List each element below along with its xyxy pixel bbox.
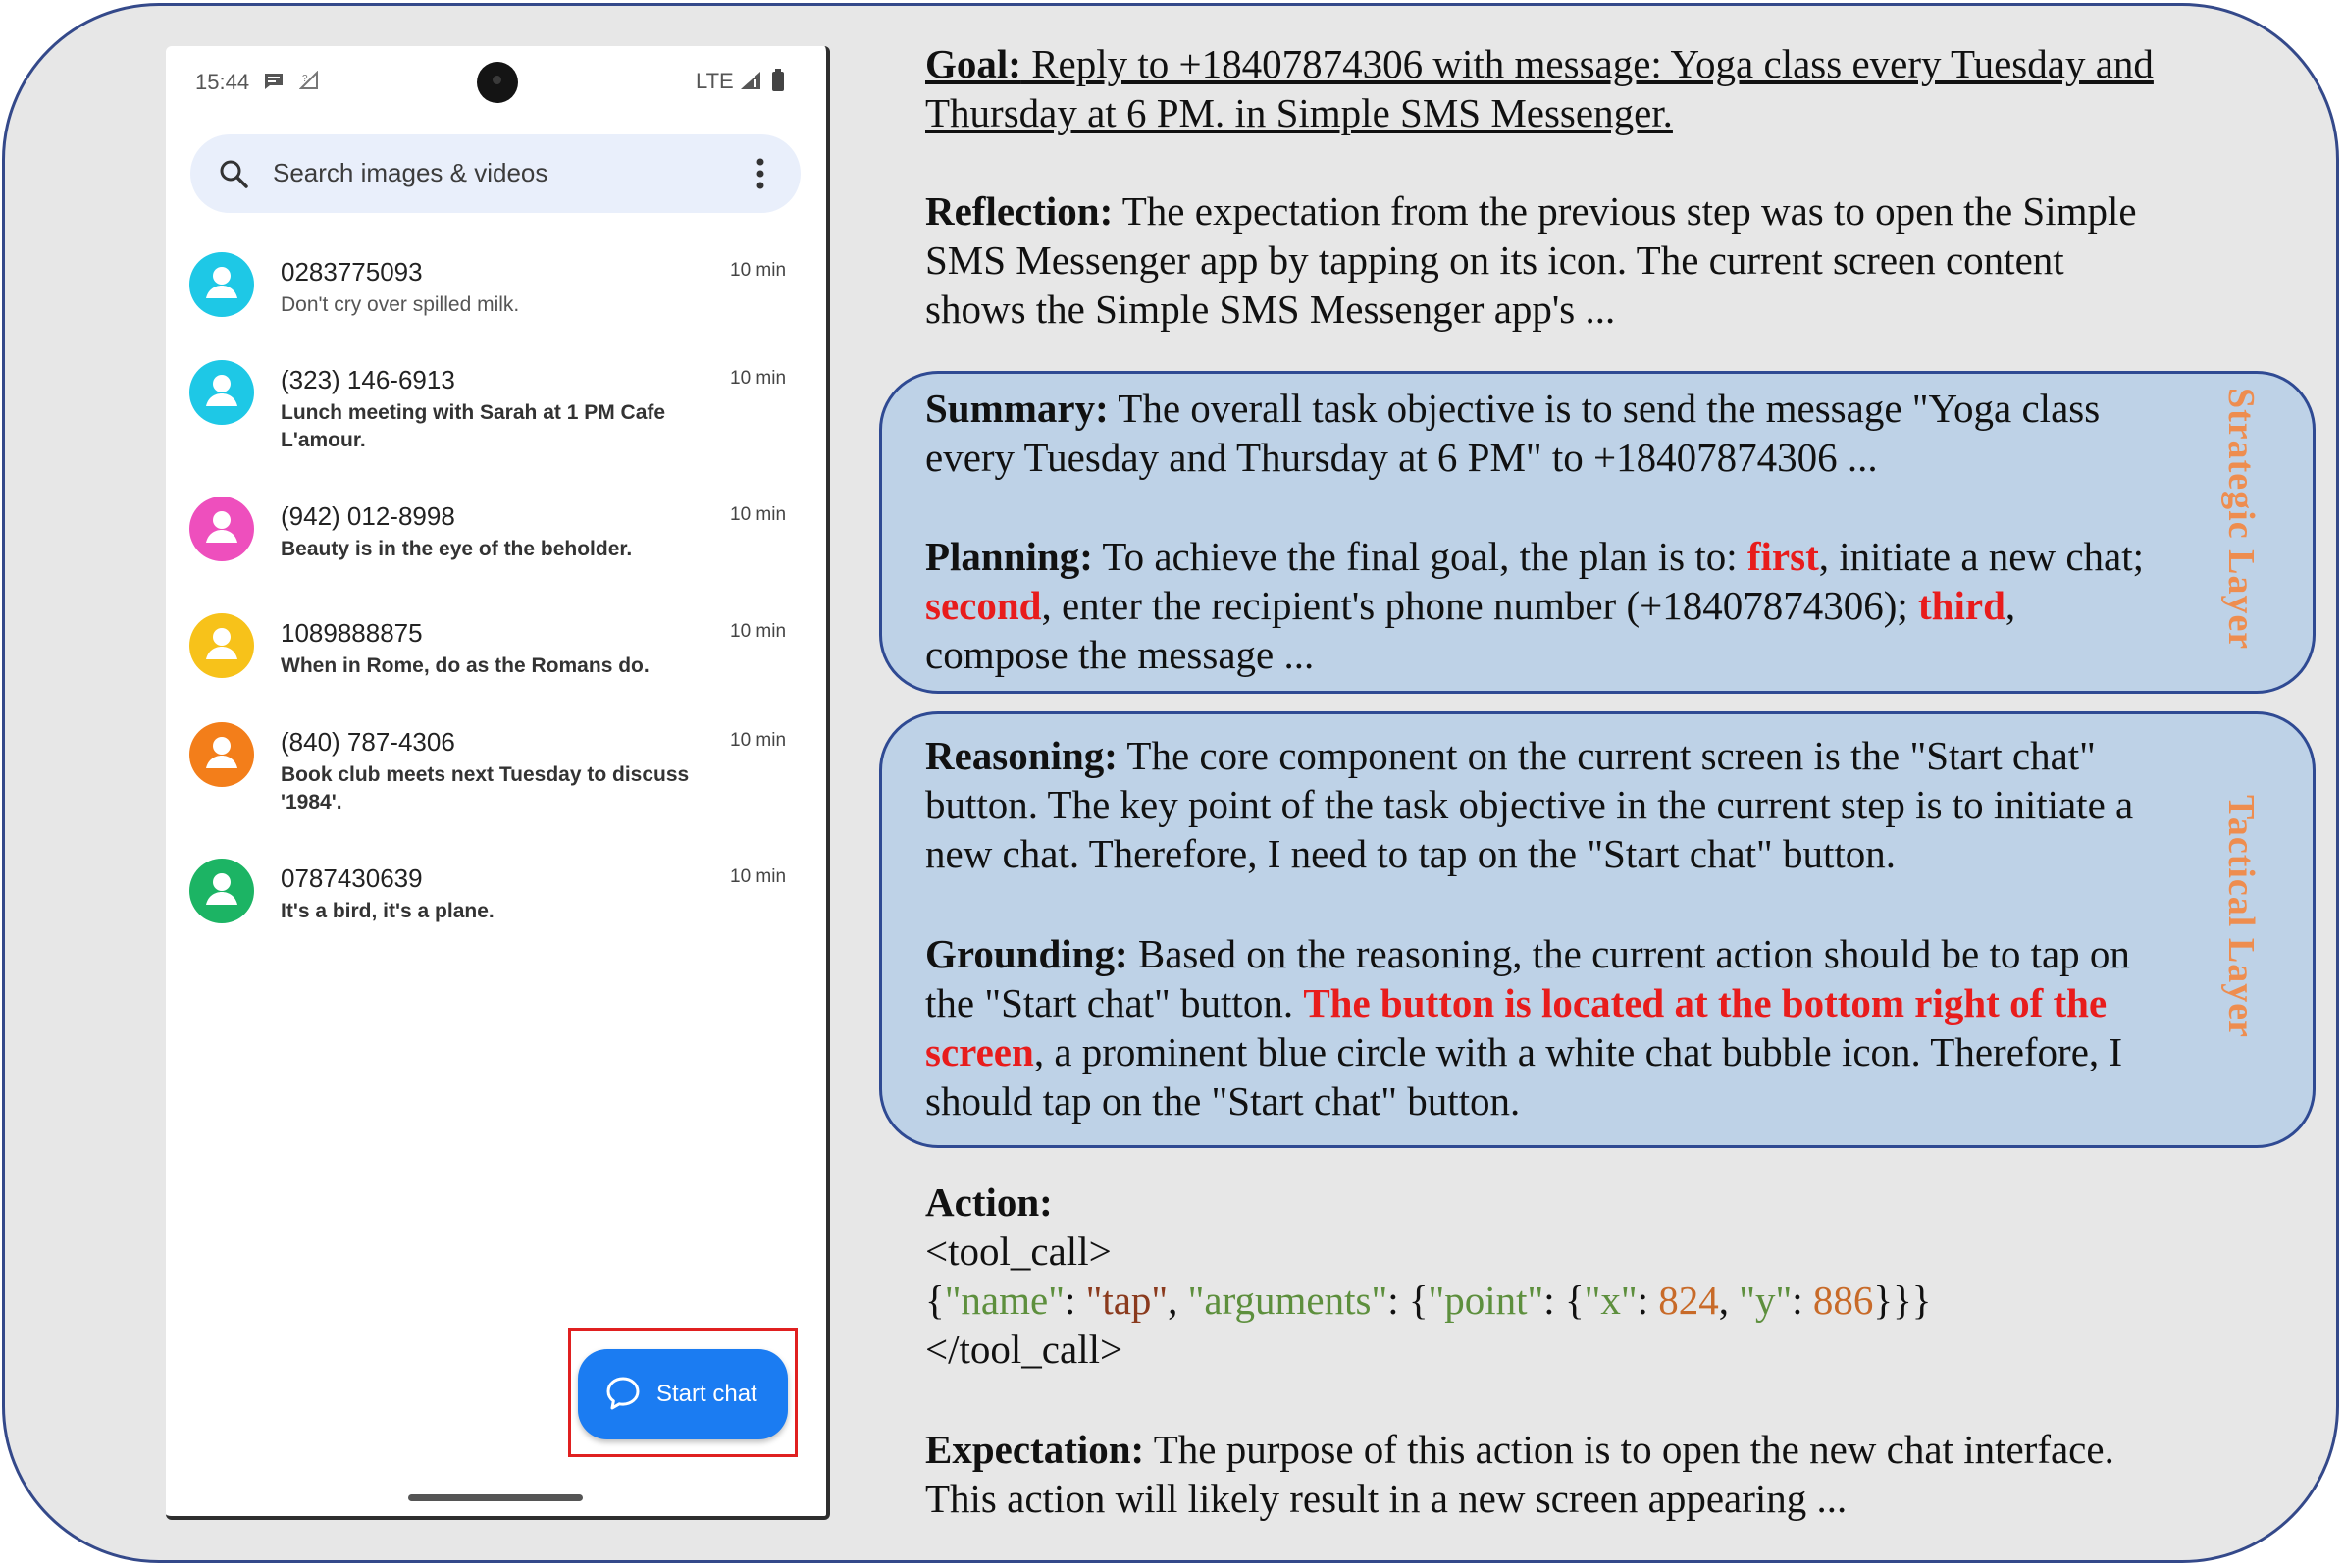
- search-input[interactable]: Search images & videos: [273, 158, 548, 187]
- json-punct: : {: [1543, 1278, 1585, 1323]
- phone-screen: [166, 46, 830, 1520]
- reasoning-line-1: The core component on the current screen is the "Start chat": [1117, 733, 2096, 778]
- status-time: 15:44: [195, 70, 250, 94]
- summary-label: Summary:: [925, 386, 1109, 431]
- strategic-layer-label: Strategic Layer: [2220, 388, 2262, 651]
- conversation-title: 0283775093: [281, 257, 423, 287]
- conversation-snippet: Lunch meeting with Sarah at 1 PM Cafe L'amour.: [281, 401, 666, 451]
- reflection-line-1: The expectation from the previous step was to open the Simple: [1113, 188, 2137, 234]
- tool-call-open: <tool_call>: [925, 1228, 1112, 1274]
- battery-icon: [771, 69, 785, 97]
- planning-line-2a: , enter the recipient's phone number (+18407874306);: [1041, 583, 1919, 628]
- expectation-line-1: The purpose of this action is to open the new chat interface.: [1144, 1427, 2114, 1472]
- json-punct: }}}: [1873, 1278, 1932, 1323]
- tool-call-json: [925, 1276, 1931, 1325]
- planning-text: [925, 532, 2144, 679]
- summary-line-1: The overall task objective is to send the message "Yoga class: [1108, 386, 2101, 431]
- json-value-x: 824: [1658, 1278, 1719, 1323]
- planning-line-1b: , initiate a new chat;: [1818, 534, 2145, 579]
- conversation-time: 10 min: [730, 866, 787, 887]
- action-label: Action:: [925, 1179, 1053, 1225]
- grounding-label: Grounding:: [925, 931, 1128, 976]
- goal-line-1: Reply to +18407874306 with message: Yoga class every Tuesday and: [1020, 41, 2154, 86]
- start-chat-button[interactable]: [578, 1349, 788, 1439]
- conversation-title: (323) 146-6913: [281, 365, 455, 394]
- json-key-name: "name": [944, 1278, 1065, 1323]
- reflection-line-2: SMS Messenger app by tapping on its icon. The current screen content: [925, 237, 2064, 283]
- contact-avatar-icon: [189, 613, 254, 678]
- contact-avatar-icon: [189, 360, 254, 425]
- json-punct: :: [1064, 1278, 1086, 1323]
- conversation-snippet: Beauty is in the eye of the beholder.: [281, 538, 633, 560]
- network-type: LTE: [696, 69, 734, 93]
- grounding-line-1: Based on the reasoning, the current action should be to tap on: [1127, 931, 2130, 976]
- home-indicator[interactable]: [408, 1494, 583, 1501]
- signal-off-icon: [299, 71, 319, 95]
- start-chat-label: Start chat: [656, 1381, 757, 1407]
- reflection-label: Reflection:: [925, 188, 1114, 234]
- conversation-time: 10 min: [730, 504, 787, 525]
- conversation-snippet: When in Rome, do as the Romans do.: [281, 654, 650, 677]
- summary-text: [925, 384, 2100, 482]
- conversation-title: (840) 787-4306: [281, 727, 455, 757]
- json-key-x: "x": [1584, 1278, 1638, 1323]
- json-punct: :: [1637, 1278, 1659, 1323]
- contact-avatar-icon: [189, 722, 254, 787]
- search-icon[interactable]: [218, 158, 249, 194]
- chat-bubble-icon: [604, 1375, 642, 1417]
- grounding-text: [925, 929, 2130, 1125]
- json-punct: {: [925, 1278, 945, 1323]
- conversation-title: 1089888875: [281, 618, 423, 648]
- planning-second: second: [925, 583, 1042, 628]
- tool-call-close: </tool_call>: [925, 1327, 1123, 1372]
- action-label-line: [925, 1177, 1053, 1227]
- json-value-tap: "tap": [1085, 1278, 1169, 1323]
- svg-text:?: ?: [302, 74, 308, 84]
- conversation-time: 10 min: [730, 260, 787, 281]
- goal-line-2: Thursday at 6 PM. in Simple SMS Messenger.: [925, 90, 1673, 135]
- reasoning-text: [925, 731, 2133, 878]
- conversation-time: 10 min: [730, 368, 787, 389]
- expectation-text: [925, 1425, 2114, 1523]
- reflection-text: [925, 186, 2137, 334]
- conversation-title: 0787430639: [281, 863, 423, 893]
- json-punct: ,: [1718, 1278, 1740, 1323]
- json-value-y: 886: [1812, 1278, 1874, 1323]
- json-punct: ,: [1168, 1278, 1188, 1323]
- grounding-line-4: should tap on the "Start chat" button.: [925, 1078, 1521, 1124]
- planning-line-1a: To achieve the final goal, the plan is to:: [1092, 534, 1747, 579]
- grounding-emphasis-1: The button is located at the bottom right of the: [1303, 980, 2108, 1025]
- reflection-line-3: shows the Simple SMS Messenger app's ...: [925, 287, 1616, 332]
- contact-avatar-icon: [189, 497, 254, 561]
- contact-avatar-icon: [189, 859, 254, 923]
- message-notification-icon: [263, 73, 285, 95]
- planning-third: third: [1918, 583, 2005, 628]
- json-key-arguments: "arguments": [1187, 1278, 1388, 1323]
- more-options-icon[interactable]: [754, 156, 767, 196]
- planning-label: Planning:: [925, 534, 1093, 579]
- json-punct: : {: [1387, 1278, 1429, 1323]
- planning-first: first: [1746, 534, 1819, 579]
- signal-icon: [739, 71, 762, 95]
- json-key-y: "y": [1739, 1278, 1793, 1323]
- planning-line-3: compose the message ...: [925, 632, 1315, 677]
- planning-line-2b: ,: [2005, 583, 2016, 628]
- reasoning-line-2: button. The key point of the task objective in the current step is to initiate a: [925, 782, 2134, 827]
- json-key-point: "point": [1428, 1278, 1544, 1323]
- grounding-line-3b: , a prominent blue circle with a white chat bubble icon. Therefore, I: [1033, 1029, 2123, 1074]
- tactical-layer-label: Tactical Layer: [2220, 795, 2262, 1038]
- conversation-time: 10 min: [730, 621, 787, 642]
- contact-avatar-icon: [189, 252, 254, 317]
- goal-label: Goal:: [925, 41, 1021, 86]
- conversation-time: 10 min: [730, 730, 787, 751]
- reasoning-label: Reasoning:: [925, 733, 1118, 778]
- conversation-snippet: Don't cry over spilled milk.: [281, 293, 520, 316]
- grounding-emphasis-2: screen: [925, 1029, 1034, 1074]
- conversation-snippet: It's a bird, it's a plane.: [281, 900, 495, 922]
- goal-text: [925, 39, 2154, 137]
- conversation-title: (942) 012-8998: [281, 501, 455, 531]
- expectation-line-2: This action will likely result in a new screen appearing ...: [925, 1476, 1848, 1521]
- front-camera: [477, 62, 518, 103]
- search-bar[interactable]: [190, 134, 801, 213]
- reasoning-line-3: new chat. Therefore, I need to tap on the "Start chat" button.: [925, 831, 1897, 876]
- conversation-snippet: Book club meets next Tuesday to discuss '1984'.: [281, 763, 690, 813]
- json-punct: :: [1792, 1278, 1813, 1323]
- summary-line-2: every Tuesday and Thursday at 6 PM" to +18407874306 ...: [925, 435, 1878, 480]
- grounding-line-2a: the "Start chat" button.: [925, 980, 1304, 1025]
- expectation-label: Expectation:: [925, 1427, 1145, 1472]
